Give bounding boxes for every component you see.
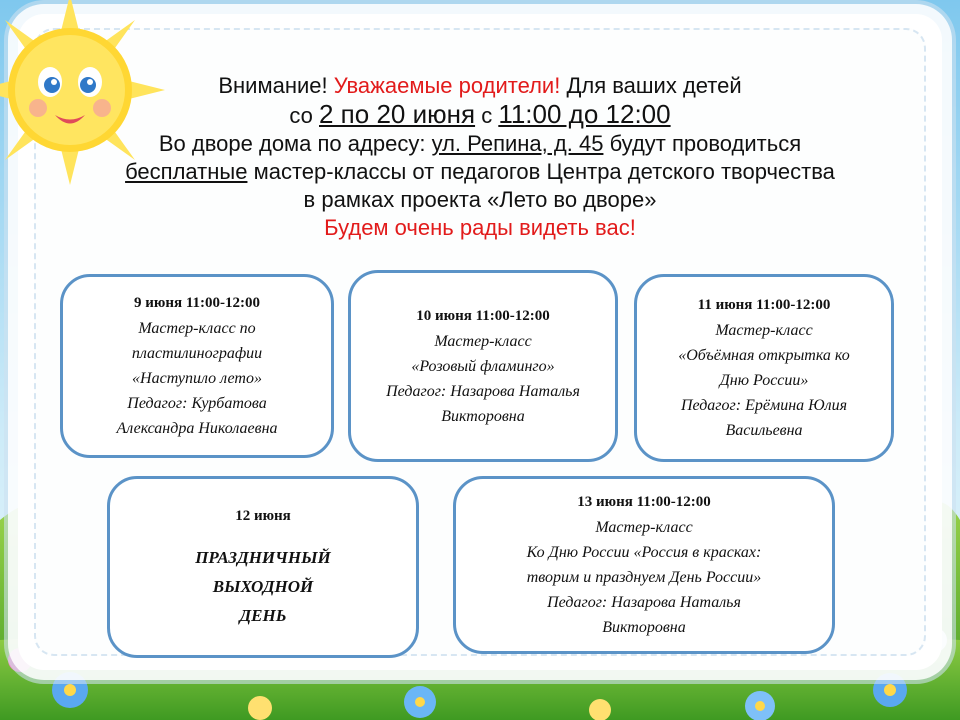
heading-line-3 bbox=[40, 130, 920, 158]
holiday-line: ПРАЗДНИЧНЫЙ bbox=[195, 548, 331, 567]
holiday-line: ДЕНЬ bbox=[239, 606, 287, 625]
time-range: 11:00 до 12:00 bbox=[498, 99, 671, 129]
address-label: Во дворе дома по адресу: bbox=[158, 131, 426, 156]
event-date: 9 июня 11:00-12:00 bbox=[133, 295, 261, 311]
for-children-text: Для ваших детей bbox=[566, 73, 742, 98]
event-line: Викторовна bbox=[441, 407, 525, 425]
event-card-5 bbox=[453, 476, 835, 654]
event-line: Педагог: Назарова Наталья bbox=[386, 382, 580, 400]
event-line: Викторовна bbox=[602, 619, 686, 636]
heading-line-4 bbox=[40, 158, 920, 186]
event-line: пластилинографии bbox=[131, 345, 263, 362]
event-line: Педагог: Курбатова bbox=[127, 395, 267, 412]
event-date: 13 июня 11:00-12:00 bbox=[577, 494, 711, 510]
welcome-text: Будем очень рады видеть вас! bbox=[324, 215, 636, 240]
masterclasses-text: мастер-классы от педагогов Центра детского творчества bbox=[253, 159, 835, 184]
event-line: Педагог: Назарова Наталья bbox=[547, 594, 741, 611]
address-value: ул. Репина, д. 45 bbox=[431, 131, 604, 156]
event-line: «Наступило лето» bbox=[132, 370, 262, 387]
event-card-4 bbox=[107, 476, 419, 658]
dear-parents-text: Уважаемые родители! bbox=[333, 73, 561, 98]
event-date: 11 июня 11:00-12:00 bbox=[697, 297, 831, 313]
holiday-line: ВЫХОДНОЙ bbox=[212, 577, 314, 596]
event-line: Мастер-класс bbox=[715, 322, 813, 339]
event-card-1 bbox=[60, 274, 334, 458]
event-line: Мастер-класс по bbox=[138, 320, 256, 337]
event-line: Васильевна bbox=[725, 422, 803, 439]
sun-icon bbox=[0, 0, 170, 190]
attention-text: Внимание! bbox=[218, 73, 328, 98]
free-text: бесплатные bbox=[125, 159, 248, 184]
will-be-held-text: будут проводиться bbox=[609, 131, 802, 156]
event-line: «Розовый фламинго» bbox=[411, 357, 555, 375]
at-text: с bbox=[481, 103, 493, 128]
date-range: 2 по 20 июня bbox=[319, 99, 476, 129]
holiday-block bbox=[110, 543, 416, 630]
from-text: со bbox=[289, 103, 313, 128]
event-line: «Объёмная открытка ко bbox=[678, 347, 850, 364]
heading-line-2 bbox=[40, 100, 920, 130]
event-line: творим и празднуем День России» bbox=[526, 569, 762, 586]
event-line: Ко Дню России «Россия в красках: bbox=[526, 544, 762, 561]
event-date: 10 июня 11:00-12:00 bbox=[416, 307, 550, 324]
event-line: Дню России» bbox=[719, 372, 809, 389]
event-card-2 bbox=[348, 270, 618, 462]
heading-line-1 bbox=[40, 72, 920, 100]
event-line: Педагог: Ерёмина Юлия bbox=[680, 397, 848, 414]
event-card-3 bbox=[634, 274, 894, 462]
event-line: Александра Николаевна bbox=[116, 420, 278, 437]
event-line: Мастер-класс bbox=[595, 519, 693, 536]
announcement-heading bbox=[40, 72, 920, 242]
event-date: 12 июня bbox=[235, 508, 291, 524]
project-text: в рамках проекта «Лето во дворе» bbox=[303, 187, 657, 212]
event-line: Мастер-класс bbox=[434, 332, 532, 350]
